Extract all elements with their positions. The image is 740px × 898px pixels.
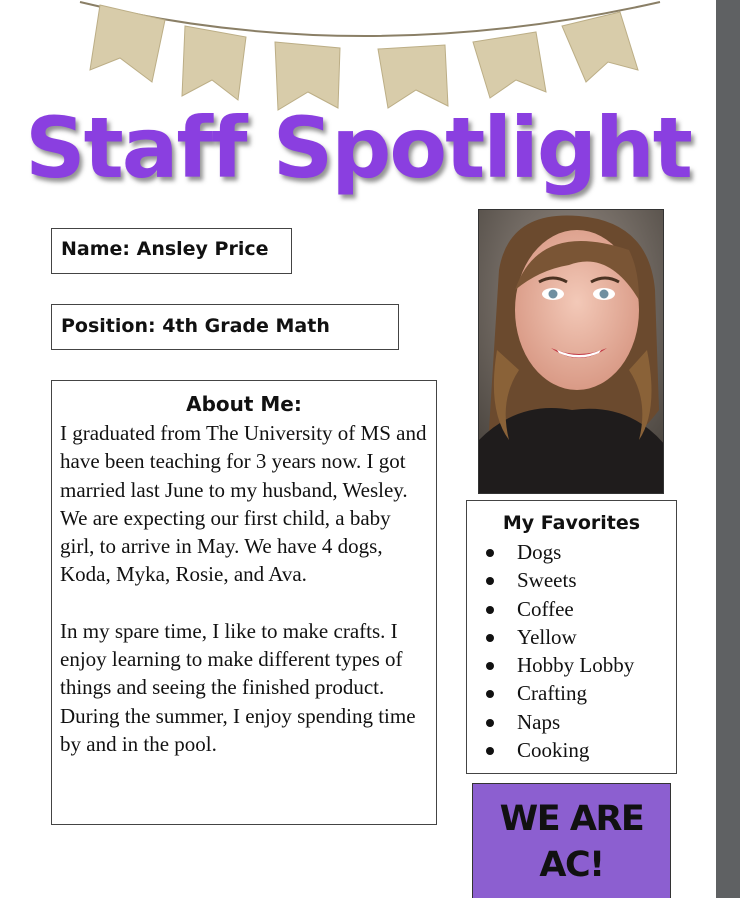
page-title: Staff Spotlight [25,99,691,197]
position-label: Position: 4th Grade Math [61,315,330,337]
about-me-paragraph: In my spare time, I like to make crafts. I enjoy learning to make different types of things and seeing the finished product. During the summer, I enjoy spending time by and in the pool. [60,618,416,756]
favorites-heading: My Favorites [502,512,641,534]
name-box [51,228,292,274]
portrait-image [479,210,664,494]
favorite-item: Dogs [467,538,676,566]
badge-line-1: WE ARE [499,799,644,839]
favorite-item: Hobby Lobby [467,651,676,679]
badge-line-2: AC! [539,845,604,885]
favorites-box [466,500,677,774]
about-me-heading: About Me: [186,392,302,416]
about-me-paragraph: I graduated from The University of MS and have been teaching for 3 years now. I got married last June to my husband, Wesley. We are expecting our first child, a baby girl, to arrive in May. We have 4 dogs, Koda, Myka, Rosie, and Ava. [60,421,427,587]
we-are-ac-badge [472,783,671,898]
favorite-item: Sweets [467,566,676,594]
favorite-item: Yellow [467,623,676,651]
favorite-item: Naps [467,708,676,736]
favorite-item: Crafting [467,679,676,707]
staff-photo [478,209,664,494]
name-label: Name: Ansley Price [61,238,269,260]
viewer-scrollbar[interactable] [716,0,740,898]
favorite-item: Cooking [467,736,676,764]
about-me-box [51,380,437,825]
position-box [51,304,399,350]
favorite-item: Coffee [467,595,676,623]
favorites-list [467,538,676,764]
